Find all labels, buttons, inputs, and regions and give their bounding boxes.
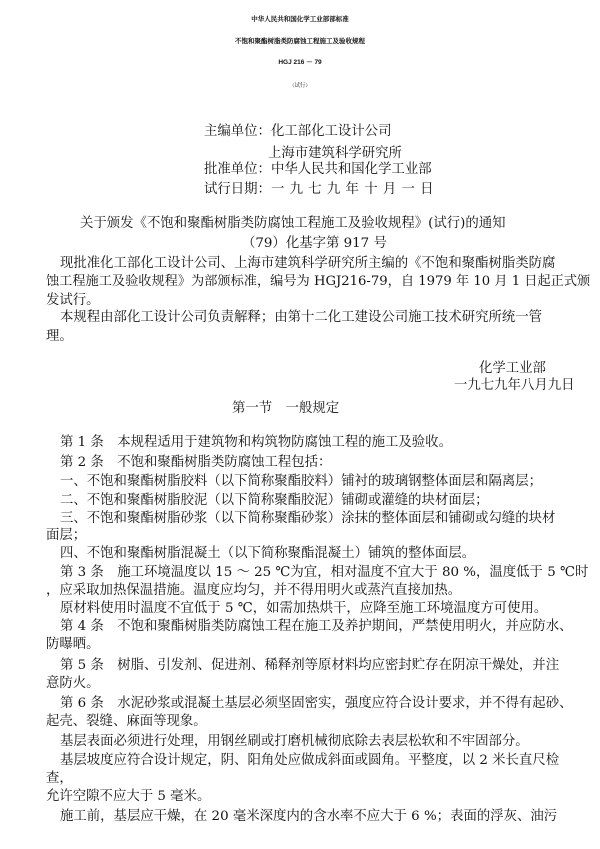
editor-unit-1: 化工部化工设计公司	[270, 124, 392, 139]
section-line: 第 5 条 树脂、引发剂、促进剂、稀释剂等原材料均应密封贮存在阴凉干燥处，并注	[60, 658, 560, 673]
section-line: 二、不饱和聚酯树脂胶泥（以下简称聚酯胶泥）铺砌或灌缝的块材面层；	[60, 493, 489, 508]
document-title: 不饱和聚酯树脂类防腐蚀工程施工及验收规程	[235, 37, 365, 45]
section-line: 面层；	[46, 528, 87, 543]
approver-label: 批准单位：	[204, 162, 271, 177]
notice-para2-line2: 理。	[46, 329, 73, 344]
issuer: 化学工业部	[479, 361, 546, 376]
section-line: 第 1 条 本规程适用于建筑物和构筑物防腐蚀工程的施工及验收。	[60, 435, 452, 450]
section-title: 第一节 一般规定	[232, 401, 340, 416]
notice-para2-line1: 本规程由部化工设计公司负责解释；由第十二化工建设公司施工技术研究所统一管	[60, 310, 543, 325]
section-line: 允许空隙不应大于 5 毫米。	[46, 789, 211, 804]
section-line: 基层表面必须进行处理，用钢丝刷或打磨机械彻底除去表层松软和不牢固部分。	[60, 734, 529, 749]
notice-number: （79）化基字第 917 号	[242, 236, 387, 251]
trial-date: 一 九 七 九 年 十 月 一 日	[270, 182, 435, 197]
section-line: 一、不饱和聚酯树脂胶料（以下简称聚酯胶料）铺衬的玻璃钢整体面层和隔离层；	[60, 474, 543, 489]
editor-unit-2: 上海市建筑科学研究所	[268, 146, 402, 161]
trial-date-line	[204, 181, 434, 199]
section-line: 起壳、裂缝、麻面等现象。	[46, 714, 207, 729]
section-line: 基层坡度应符合设计规定，阴、阳角处应做成斜面或圆角。平整度，以 2 米长直尺检	[60, 753, 560, 768]
standard-issuer-heading: 中华人民共和国化学工业部部标准	[251, 15, 349, 23]
editor-label: 主编单位：	[204, 124, 271, 139]
section-line: 第 6 条 水泥砂浆或混凝土基层必须坚固密实，强度应符合设计要求，并不得有起砂、	[60, 696, 573, 711]
section-line: 防曝晒。	[46, 637, 100, 652]
notice-title: 关于颁发《不饱和聚酯树脂类防腐蚀工程施工及验收规程》(试行)的通知	[80, 216, 506, 231]
approver-unit: 中华人民共和国化学工业部	[270, 162, 432, 177]
section-line: 第 2 条 不饱和聚酯树脂类防腐蚀工程包括：	[60, 455, 332, 470]
notice-para1-line1: 现批准化工部化工设计公司、上海市建筑科学研究所主编的《不饱和聚酯树脂类防腐	[60, 256, 556, 271]
editor-line	[204, 123, 391, 141]
section-line: 原材料使用时温度不宜低于 5 ℃，如需加热烘干，应降至施工环境温度方可使用。	[60, 601, 548, 616]
section-line: 三、不饱和聚酯树脂砂浆（以下简称聚酯砂浆）涂抹的整体面层和铺砌或勾缝的块材	[60, 511, 556, 526]
section-line: 四、不饱和聚酯树脂混凝土（以下简称聚酯混凝土）铺筑的整体面层。	[60, 546, 476, 561]
notice-para1-line3: 发试行。	[46, 293, 100, 308]
notice-para1-line2: 蚀工程施工及验收规程》为部颁标准，编号为 HGJ216-79，自 1979 年 10 月 1 日起正式颁	[46, 274, 591, 289]
trial-status: （试行）	[289, 83, 311, 89]
section-line: 意防火。	[46, 676, 100, 691]
section-line: 第 4 条 不饱和聚酯树脂类防腐蚀工程在施工及养护期间，严禁使用明火，并应防水、	[60, 619, 573, 634]
approver-line	[204, 161, 432, 179]
section-line: 施工前，基层应干燥，在 20 毫米深度内的含水率不应大于 6 %；表面的浮灰、油污	[60, 809, 558, 824]
issue-date: 一九七九年八月九日	[454, 378, 575, 393]
section-line: ，应采取加热保温措施。温度应均匀，并不得用明火或蒸汽直接加热。	[46, 583, 462, 598]
trial-date-label: 试行日期：	[204, 182, 271, 197]
section-line: 查，	[46, 771, 73, 786]
standard-code: HGJ 216 － 79	[278, 59, 322, 66]
section-line: 第 3 条 施工环境温度以 15 ～ 25 ℃为宜，相对温度不宜大于 80 %，温度低于 5 ℃时	[60, 565, 589, 580]
